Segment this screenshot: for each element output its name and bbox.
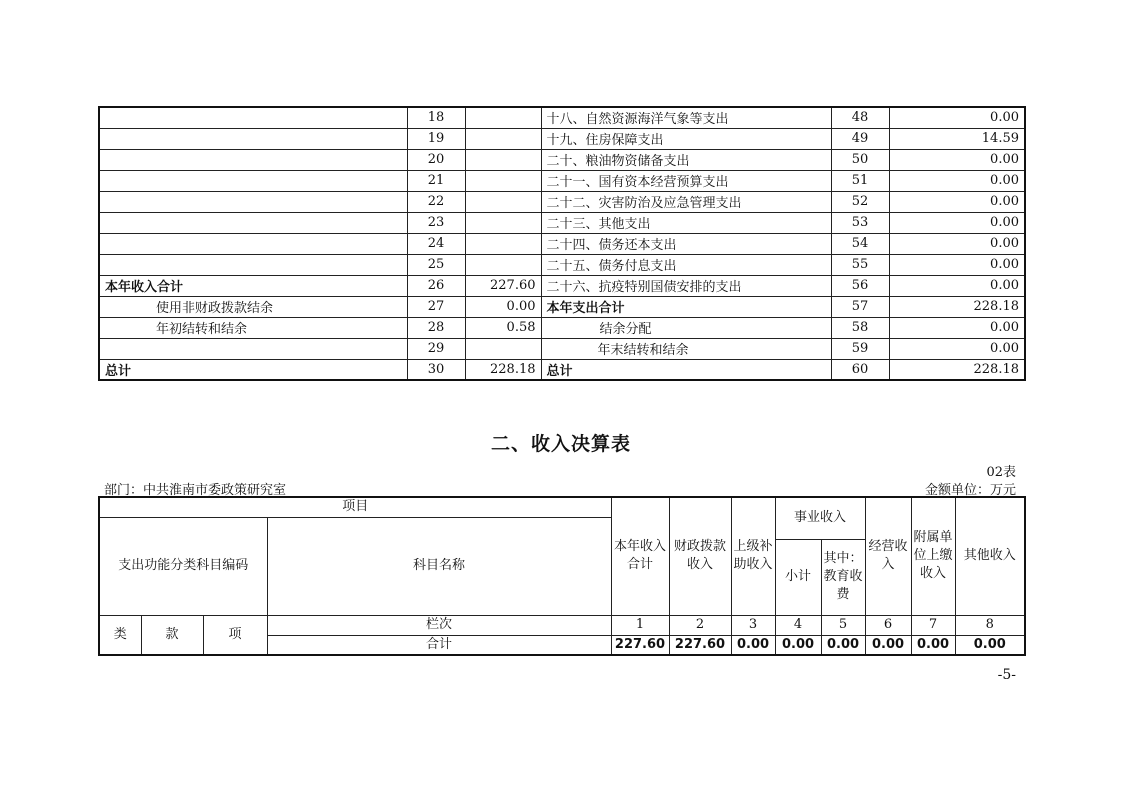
row-number: 51 [831, 170, 889, 191]
income-amount: 227.60 [465, 275, 541, 296]
section-title: 二、收入决算表 [490, 433, 631, 455]
expense-amount: 0.00 [889, 338, 1025, 359]
header-col4: 小计 [775, 539, 821, 615]
expense-amount: 0.00 [889, 254, 1025, 275]
table-row [99, 212, 1025, 233]
summary-table [98, 106, 1026, 381]
header-code: 支出功能分类科目编码 [99, 517, 267, 615]
table-row [99, 359, 1025, 380]
expense-item-label: 结余分配 [541, 317, 831, 338]
table-row [99, 338, 1025, 359]
row-number: 21 [407, 170, 465, 191]
expense-item-label: 二十四、债务还本支出 [541, 233, 831, 254]
header-col5: 其中：教育收费 [821, 539, 865, 615]
expense-amount: 228.18 [889, 359, 1025, 380]
expense-amount: 0.00 [889, 149, 1025, 170]
row-number: 53 [831, 212, 889, 233]
row-number: 22 [407, 191, 465, 212]
row-number: 24 [407, 233, 465, 254]
expense-item-label: 二十五、债务付息支出 [541, 254, 831, 275]
income-amount [465, 233, 541, 254]
table-row [99, 107, 1025, 128]
table-row [99, 317, 1025, 338]
expense-amount: 14.59 [889, 128, 1025, 149]
row-number: 30 [407, 359, 465, 380]
income-item-label [99, 170, 407, 191]
table-row [99, 170, 1025, 191]
income-item-label [99, 149, 407, 170]
row-number: 26 [407, 275, 465, 296]
row-number: 57 [831, 296, 889, 317]
income-amount [465, 212, 541, 233]
header-subject: 科目名称 [267, 517, 611, 615]
row-number: 55 [831, 254, 889, 275]
col-number: 1 [611, 615, 669, 635]
table-row [99, 191, 1025, 212]
income-item-label [99, 233, 407, 254]
header-col6: 经营收入 [865, 497, 911, 615]
row-number: 59 [831, 338, 889, 359]
expense-amount: 0.00 [889, 275, 1025, 296]
table-row [99, 233, 1025, 254]
table-row [99, 296, 1025, 317]
row-number: 49 [831, 128, 889, 149]
table-row [99, 149, 1025, 170]
header-item: 项目 [99, 497, 611, 517]
table-row [99, 254, 1025, 275]
income-item-label: 总计 [99, 359, 407, 380]
row-number: 25 [407, 254, 465, 275]
header-col2: 财政拨款收入 [669, 497, 731, 615]
expense-item-label: 二十六、抗疫特别国债安排的支出 [541, 275, 831, 296]
expense-item-label: 年末结转和结余 [541, 338, 831, 359]
header-shiye: 事业收入 [775, 497, 865, 539]
total-value: 0.00 [775, 635, 821, 655]
row-number: 50 [831, 149, 889, 170]
income-item-label [99, 128, 407, 149]
expense-amount: 0.00 [889, 191, 1025, 212]
row-number: 28 [407, 317, 465, 338]
row-number: 58 [831, 317, 889, 338]
table-row [99, 275, 1025, 296]
expense-item-label: 十八、自然资源海洋气象等支出 [541, 107, 831, 128]
income-amount [465, 254, 541, 275]
row-number: 52 [831, 191, 889, 212]
income-amount: 0.00 [465, 296, 541, 317]
page-number: -5- [997, 667, 1016, 683]
income-amount [465, 170, 541, 191]
row-number: 19 [407, 128, 465, 149]
total-value: 0.00 [955, 635, 1025, 655]
table-number: 02表 [986, 465, 1016, 480]
header-col1: 本年收入合计 [611, 497, 669, 615]
income-item-label: 使用非财政拨款结余 [99, 296, 407, 317]
expense-amount: 0.00 [889, 170, 1025, 191]
row-number: 27 [407, 296, 465, 317]
income-amount: 228.18 [465, 359, 541, 380]
header-kuan: 款 [141, 615, 203, 655]
col-number: 6 [865, 615, 911, 635]
income-item-label [99, 191, 407, 212]
expense-amount: 228.18 [889, 296, 1025, 317]
total-value: 0.00 [731, 635, 775, 655]
row-number: 54 [831, 233, 889, 254]
expense-amount: 0.00 [889, 233, 1025, 254]
header-col7: 附属单位上缴收入 [911, 497, 955, 615]
total-label: 合计 [267, 635, 611, 655]
row-number: 23 [407, 212, 465, 233]
income-amount [465, 128, 541, 149]
col-number: 4 [775, 615, 821, 635]
income-item-label: 本年收入合计 [99, 275, 407, 296]
income-amount: 0.58 [465, 317, 541, 338]
income-table [98, 496, 1026, 656]
income-item-label [99, 212, 407, 233]
header-lanci: 栏次 [267, 615, 611, 635]
row-number: 18 [407, 107, 465, 128]
income-amount [465, 191, 541, 212]
expense-item-label: 十九、住房保障支出 [541, 128, 831, 149]
total-value: 227.60 [669, 635, 731, 655]
expense-amount: 0.00 [889, 212, 1025, 233]
department-label: 部门：中共淮南市委政策研究室 [104, 483, 287, 498]
income-item-label [99, 107, 407, 128]
expense-item-label: 二十、粮油物资储备支出 [541, 149, 831, 170]
total-value: 0.00 [865, 635, 911, 655]
row-number: 20 [407, 149, 465, 170]
total-value: 0.00 [821, 635, 865, 655]
row-number: 60 [831, 359, 889, 380]
col-number: 2 [669, 615, 731, 635]
col-number: 3 [731, 615, 775, 635]
expense-item-label: 二十一、国有资本经营预算支出 [541, 170, 831, 191]
header-xiang: 项 [203, 615, 267, 655]
expense-amount: 0.00 [889, 317, 1025, 338]
expense-item-label: 二十二、灾害防治及应急管理支出 [541, 191, 831, 212]
income-item-label: 年初结转和结余 [99, 317, 407, 338]
expense-amount: 0.00 [889, 107, 1025, 128]
unit-label: 金额单位：万元 [924, 483, 1016, 498]
expense-item-label: 本年支出合计 [541, 296, 831, 317]
col-number: 8 [955, 615, 1025, 635]
expense-item-label: 总计 [541, 359, 831, 380]
header-col8: 其他收入 [955, 497, 1025, 615]
header-col3: 上级补助收入 [731, 497, 775, 615]
income-amount [465, 338, 541, 359]
income-amount [465, 107, 541, 128]
row-number: 29 [407, 338, 465, 359]
income-amount [465, 149, 541, 170]
row-number: 48 [831, 107, 889, 128]
col-number: 5 [821, 615, 865, 635]
income-item-label [99, 338, 407, 359]
total-value: 227.60 [611, 635, 669, 655]
income-item-label [99, 254, 407, 275]
row-number: 56 [831, 275, 889, 296]
table-row [99, 128, 1025, 149]
header-lei: 类 [99, 615, 141, 655]
total-value: 0.00 [911, 635, 955, 655]
col-number: 7 [911, 615, 955, 635]
expense-item-label: 二十三、其他支出 [541, 212, 831, 233]
